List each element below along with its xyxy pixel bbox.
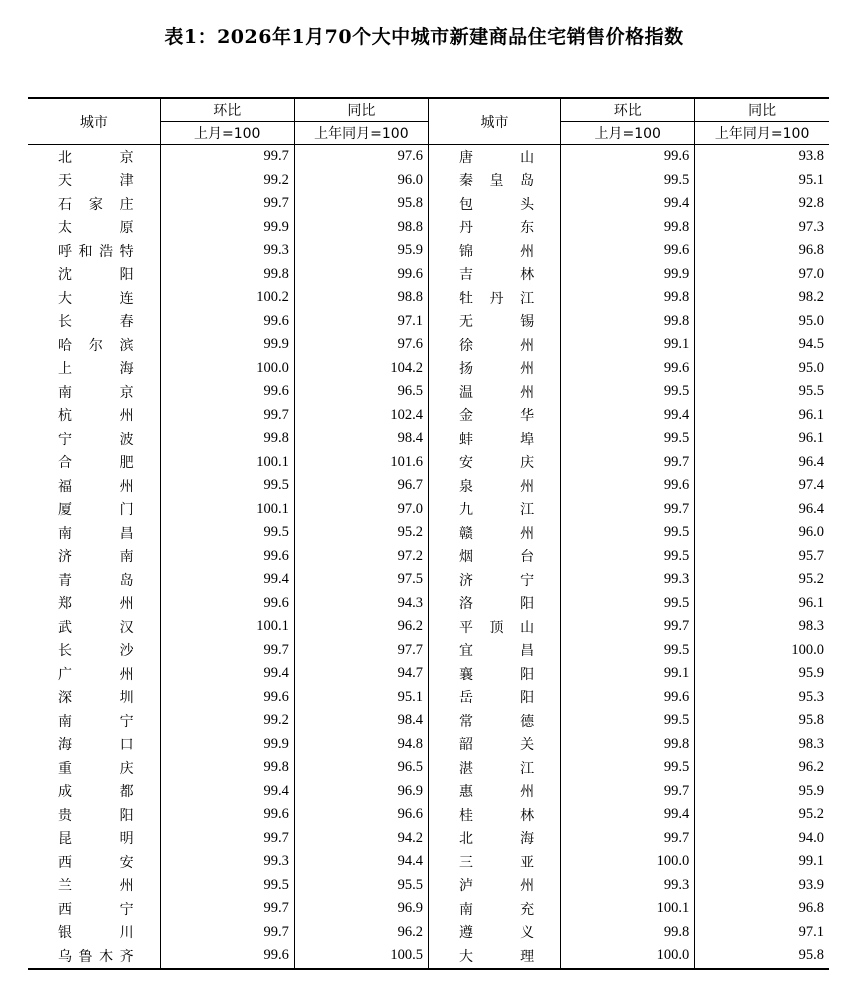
yoy-value-left: 96.7 xyxy=(294,474,428,498)
mom-value-right: 99.5 xyxy=(561,380,695,404)
city-name-left: 银川 xyxy=(58,925,134,942)
yoy-value-left: 97.0 xyxy=(294,498,428,522)
yoy-value-left: 99.6 xyxy=(294,263,428,287)
table-row xyxy=(28,615,829,639)
mom-value-right: 99.8 xyxy=(561,921,695,945)
yoy-value-right: 96.4 xyxy=(695,451,829,475)
city-name-right: 秦皇岛 xyxy=(428,169,560,193)
yoy-value-right: 97.3 xyxy=(695,216,829,240)
yoy-value-right: 96.2 xyxy=(695,756,829,780)
city-header-right: 城市 xyxy=(428,98,560,145)
mom-value-left: 99.7 xyxy=(160,639,294,663)
mom-value-right: 99.8 xyxy=(561,216,695,240)
table-row xyxy=(28,545,829,569)
mom-value-right: 99.3 xyxy=(561,874,695,898)
yoy-value-right: 96.0 xyxy=(695,521,829,545)
mom-value-left: 99.7 xyxy=(160,192,294,216)
city-name-right: 牡丹江 xyxy=(428,286,560,310)
yoy-value-right: 97.0 xyxy=(695,263,829,287)
yoy-value-left: 94.2 xyxy=(294,827,428,851)
yoy-value-right: 95.8 xyxy=(695,944,829,969)
city-name-left: 济南 xyxy=(58,549,134,566)
mom-base-left: 上月=100 xyxy=(160,122,294,145)
mom-value-left: 99.3 xyxy=(160,850,294,874)
mom-value-right: 100.0 xyxy=(561,944,695,969)
mom-value-left: 99.7 xyxy=(160,897,294,921)
mom-header-right: 环比 xyxy=(561,98,695,122)
yoy-value-right: 95.0 xyxy=(695,310,829,334)
mom-value-left: 99.2 xyxy=(160,709,294,733)
mom-value-left: 100.1 xyxy=(160,498,294,522)
mom-value-right: 99.4 xyxy=(561,803,695,827)
yoy-value-left: 95.1 xyxy=(294,686,428,710)
mom-value-right: 99.4 xyxy=(561,192,695,216)
mom-value-right: 99.8 xyxy=(561,733,695,757)
mom-value-left: 99.5 xyxy=(160,874,294,898)
city-name-left: 昆明 xyxy=(58,831,134,848)
yoy-base-left: 上年同月=100 xyxy=(294,122,428,145)
yoy-value-right: 100.0 xyxy=(695,639,829,663)
yoy-value-right: 95.0 xyxy=(695,357,829,381)
table-row xyxy=(28,803,829,827)
mom-value-right: 99.8 xyxy=(561,286,695,310)
table-row xyxy=(28,239,829,263)
city-name-left: 沈阳 xyxy=(58,267,134,284)
city-name-right: 锦州 xyxy=(428,239,560,263)
mom-value-right: 99.6 xyxy=(561,357,695,381)
table-row xyxy=(28,733,829,757)
city-name-right: 南充 xyxy=(428,897,560,921)
mom-value-left: 99.5 xyxy=(160,474,294,498)
mom-value-left: 99.7 xyxy=(160,827,294,851)
mom-value-left: 99.9 xyxy=(160,216,294,240)
table-row xyxy=(28,263,829,287)
table-row xyxy=(28,921,829,945)
table-row xyxy=(28,145,829,169)
mom-value-right: 99.6 xyxy=(561,474,695,498)
yoy-value-left: 97.2 xyxy=(294,545,428,569)
city-name-left: 哈尔滨 xyxy=(58,337,134,354)
table-row xyxy=(28,756,829,780)
mom-value-right: 99.5 xyxy=(561,639,695,663)
city-name-left: 青岛 xyxy=(58,572,134,589)
yoy-value-left: 96.5 xyxy=(294,756,428,780)
table-title: 表1：2026年1月70个大中城市新建商品住宅销售价格指数 xyxy=(164,26,684,48)
city-name-right: 徐州 xyxy=(428,333,560,357)
table-header xyxy=(28,98,829,145)
yoy-value-left: 97.5 xyxy=(294,568,428,592)
city-name-right: 九江 xyxy=(428,498,560,522)
table-row xyxy=(28,192,829,216)
yoy-value-right: 99.1 xyxy=(695,850,829,874)
table-row xyxy=(28,709,829,733)
table-row xyxy=(28,592,829,616)
mom-value-left: 99.2 xyxy=(160,169,294,193)
mom-value-right: 99.6 xyxy=(561,145,695,169)
table-row xyxy=(28,944,829,969)
city-name-left: 乌鲁木齐 xyxy=(28,944,160,969)
city-name-right: 扬州 xyxy=(428,357,560,381)
city-name-left: 广州 xyxy=(58,666,134,683)
city-name-right: 安庆 xyxy=(428,451,560,475)
yoy-value-left: 95.9 xyxy=(294,239,428,263)
city-name-left: 深圳 xyxy=(58,690,134,707)
yoy-value-right: 95.3 xyxy=(695,686,829,710)
city-name-right: 桂林 xyxy=(428,803,560,827)
city-name-right: 常德 xyxy=(428,709,560,733)
city-name-right: 温州 xyxy=(428,380,560,404)
city-name-right: 大理 xyxy=(428,944,560,969)
table-row xyxy=(28,686,829,710)
yoy-value-left: 98.4 xyxy=(294,709,428,733)
mom-value-left: 99.6 xyxy=(160,592,294,616)
yoy-value-right: 96.4 xyxy=(695,498,829,522)
city-name-left: 南京 xyxy=(58,384,134,401)
yoy-value-left: 98.8 xyxy=(294,216,428,240)
city-name-right: 泉州 xyxy=(428,474,560,498)
mom-value-left: 99.8 xyxy=(160,427,294,451)
table-row xyxy=(28,498,829,522)
table-row xyxy=(28,639,829,663)
mom-value-left: 100.0 xyxy=(160,357,294,381)
yoy-value-left: 96.5 xyxy=(294,380,428,404)
yoy-value-right: 93.8 xyxy=(695,145,829,169)
yoy-header-right: 同比 xyxy=(695,98,829,122)
city-name-right: 丹东 xyxy=(428,216,560,240)
city-name-left: 宁波 xyxy=(58,431,134,448)
city-name-left: 呼和浩特 xyxy=(58,243,134,260)
city-name-right: 济宁 xyxy=(428,568,560,592)
mom-value-right: 99.1 xyxy=(561,662,695,686)
yoy-value-right: 94.0 xyxy=(695,827,829,851)
mom-value-left: 99.4 xyxy=(160,780,294,804)
table-row xyxy=(28,874,829,898)
city-name-right: 唐山 xyxy=(428,145,560,169)
city-name-right: 北海 xyxy=(428,827,560,851)
yoy-value-right: 97.4 xyxy=(695,474,829,498)
yoy-value-left: 96.9 xyxy=(294,780,428,804)
city-name-left: 西安 xyxy=(58,854,134,871)
mom-value-left: 99.6 xyxy=(160,686,294,710)
mom-value-left: 99.6 xyxy=(160,380,294,404)
mom-value-left: 99.7 xyxy=(160,404,294,428)
city-name-left: 郑州 xyxy=(58,596,134,613)
table-row xyxy=(28,310,829,334)
mom-value-left: 100.1 xyxy=(160,451,294,475)
city-name-right: 金华 xyxy=(428,404,560,428)
yoy-value-left: 96.0 xyxy=(294,169,428,193)
yoy-value-left: 102.4 xyxy=(294,404,428,428)
mom-value-left: 99.8 xyxy=(160,263,294,287)
yoy-value-left: 98.8 xyxy=(294,286,428,310)
table-row xyxy=(28,474,829,498)
city-name-right: 洛阳 xyxy=(428,592,560,616)
city-header-left: 城市 xyxy=(28,98,160,145)
table-row xyxy=(28,286,829,310)
city-name-right: 遵义 xyxy=(428,921,560,945)
yoy-value-right: 98.2 xyxy=(695,286,829,310)
yoy-value-right: 96.1 xyxy=(695,404,829,428)
mom-value-right: 99.4 xyxy=(561,404,695,428)
mom-value-right: 99.3 xyxy=(561,568,695,592)
city-name-left: 厦门 xyxy=(58,502,134,519)
city-name-right: 韶关 xyxy=(428,733,560,757)
city-name-right: 无锡 xyxy=(428,310,560,334)
city-name-right: 平顶山 xyxy=(428,615,560,639)
yoy-value-left: 94.7 xyxy=(294,662,428,686)
yoy-value-left: 96.9 xyxy=(294,897,428,921)
city-name-right: 泸州 xyxy=(428,874,560,898)
yoy-value-left: 95.5 xyxy=(294,874,428,898)
mom-value-right: 100.1 xyxy=(561,897,695,921)
city-name-left: 长沙 xyxy=(58,643,134,660)
mom-value-left: 99.6 xyxy=(160,545,294,569)
table-row xyxy=(28,897,829,921)
city-name-left: 贵阳 xyxy=(58,807,134,824)
yoy-base-right: 上年同月=100 xyxy=(695,122,829,145)
mom-value-left: 99.3 xyxy=(160,239,294,263)
table-row xyxy=(28,568,829,592)
city-name-left: 北京 xyxy=(58,149,134,166)
mom-value-right: 99.1 xyxy=(561,333,695,357)
mom-value-right: 99.5 xyxy=(561,756,695,780)
mom-header-left: 环比 xyxy=(160,98,294,122)
mom-value-left: 99.7 xyxy=(160,145,294,169)
yoy-value-right: 95.7 xyxy=(695,545,829,569)
table-row xyxy=(28,169,829,193)
table-row xyxy=(28,333,829,357)
yoy-value-left: 95.2 xyxy=(294,521,428,545)
mom-value-right: 99.5 xyxy=(561,169,695,193)
yoy-value-right: 94.5 xyxy=(695,333,829,357)
city-name-right: 赣州 xyxy=(428,521,560,545)
city-name-right: 岳阳 xyxy=(428,686,560,710)
city-name-left: 杭州 xyxy=(58,408,134,425)
mom-value-right: 99.5 xyxy=(561,521,695,545)
yoy-value-right: 95.9 xyxy=(695,662,829,686)
table-row xyxy=(28,850,829,874)
yoy-header-left: 同比 xyxy=(294,98,428,122)
mom-value-right: 99.6 xyxy=(561,239,695,263)
city-name-left: 海口 xyxy=(58,737,134,754)
city-name-right: 湛江 xyxy=(428,756,560,780)
mom-value-right: 99.7 xyxy=(561,615,695,639)
mom-value-left: 99.4 xyxy=(160,568,294,592)
yoy-value-right: 95.1 xyxy=(695,169,829,193)
city-name-left: 大连 xyxy=(58,290,134,307)
yoy-value-right: 95.8 xyxy=(695,709,829,733)
city-name-left: 西宁 xyxy=(58,901,134,918)
mom-value-right: 99.5 xyxy=(561,592,695,616)
city-name-right: 包头 xyxy=(428,192,560,216)
yoy-value-left: 96.2 xyxy=(294,921,428,945)
table-row xyxy=(28,357,829,381)
city-name-left: 南宁 xyxy=(58,713,134,730)
yoy-value-right: 95.2 xyxy=(695,568,829,592)
city-name-left: 武汉 xyxy=(58,619,134,636)
city-name-left: 成都 xyxy=(58,784,134,801)
mom-value-right: 99.7 xyxy=(561,780,695,804)
yoy-value-left: 96.2 xyxy=(294,615,428,639)
city-name-left: 合肥 xyxy=(58,455,134,472)
yoy-value-right: 96.1 xyxy=(695,427,829,451)
mom-base-right: 上月=100 xyxy=(561,122,695,145)
yoy-value-left: 97.1 xyxy=(294,310,428,334)
city-name-right: 襄阳 xyxy=(428,662,560,686)
yoy-value-left: 95.8 xyxy=(294,192,428,216)
mom-value-right: 99.5 xyxy=(561,545,695,569)
city-name-right: 三亚 xyxy=(428,850,560,874)
yoy-value-right: 98.3 xyxy=(695,615,829,639)
mom-value-left: 99.6 xyxy=(160,310,294,334)
yoy-value-right: 95.9 xyxy=(695,780,829,804)
yoy-value-right: 95.5 xyxy=(695,380,829,404)
mom-value-left: 99.9 xyxy=(160,333,294,357)
table-row xyxy=(28,216,829,240)
city-name-right: 宜昌 xyxy=(428,639,560,663)
mom-value-left: 99.7 xyxy=(160,921,294,945)
city-name-left: 南昌 xyxy=(58,525,134,542)
yoy-value-left: 104.2 xyxy=(294,357,428,381)
mom-value-left: 100.1 xyxy=(160,615,294,639)
mom-value-right: 99.6 xyxy=(561,686,695,710)
table-row xyxy=(28,404,829,428)
yoy-value-right: 93.9 xyxy=(695,874,829,898)
table-row xyxy=(28,427,829,451)
mom-value-left: 99.6 xyxy=(160,944,294,969)
city-name-left: 兰州 xyxy=(58,878,134,895)
mom-value-right: 99.5 xyxy=(561,427,695,451)
mom-value-right: 99.7 xyxy=(561,827,695,851)
table-row xyxy=(28,380,829,404)
city-name-left: 福州 xyxy=(58,478,134,495)
mom-value-right: 99.8 xyxy=(561,310,695,334)
mom-value-left: 99.5 xyxy=(160,521,294,545)
city-name-right: 蚌埠 xyxy=(428,427,560,451)
mom-value-right: 99.7 xyxy=(561,451,695,475)
city-name-left: 天津 xyxy=(58,173,134,190)
yoy-value-left: 96.6 xyxy=(294,803,428,827)
yoy-value-right: 95.2 xyxy=(695,803,829,827)
price-index-table xyxy=(28,97,829,970)
mom-value-right: 99.7 xyxy=(561,498,695,522)
yoy-value-right: 96.8 xyxy=(695,239,829,263)
yoy-value-left: 97.6 xyxy=(294,333,428,357)
mom-value-left: 99.9 xyxy=(160,733,294,757)
city-name-left: 重庆 xyxy=(58,760,134,777)
mom-value-right: 99.9 xyxy=(561,263,695,287)
yoy-value-right: 96.1 xyxy=(695,592,829,616)
city-name-left: 太原 xyxy=(58,220,134,237)
yoy-value-left: 94.8 xyxy=(294,733,428,757)
yoy-value-left: 100.5 xyxy=(294,944,428,969)
yoy-value-left: 94.3 xyxy=(294,592,428,616)
mom-value-left: 100.2 xyxy=(160,286,294,310)
mom-value-left: 99.6 xyxy=(160,803,294,827)
mom-value-left: 99.4 xyxy=(160,662,294,686)
yoy-value-left: 97.6 xyxy=(294,145,428,169)
yoy-value-right: 96.8 xyxy=(695,897,829,921)
table-row xyxy=(28,521,829,545)
city-name-left: 长春 xyxy=(58,314,134,331)
yoy-value-left: 101.6 xyxy=(294,451,428,475)
yoy-value-right: 98.3 xyxy=(695,733,829,757)
mom-value-right: 100.0 xyxy=(561,850,695,874)
yoy-value-left: 97.7 xyxy=(294,639,428,663)
table-row xyxy=(28,780,829,804)
city-name-left: 石家庄 xyxy=(58,196,134,213)
table-body xyxy=(28,145,829,969)
city-name-right: 吉林 xyxy=(428,263,560,287)
table-row xyxy=(28,662,829,686)
city-name-right: 烟台 xyxy=(428,545,560,569)
mom-value-right: 99.5 xyxy=(561,709,695,733)
yoy-value-left: 94.4 xyxy=(294,850,428,874)
table-row xyxy=(28,451,829,475)
city-name-right: 惠州 xyxy=(428,780,560,804)
yoy-value-left: 98.4 xyxy=(294,427,428,451)
yoy-value-right: 92.8 xyxy=(695,192,829,216)
table-row xyxy=(28,827,829,851)
city-name-left: 上海 xyxy=(58,361,134,378)
mom-value-left: 99.8 xyxy=(160,756,294,780)
yoy-value-right: 97.1 xyxy=(695,921,829,945)
